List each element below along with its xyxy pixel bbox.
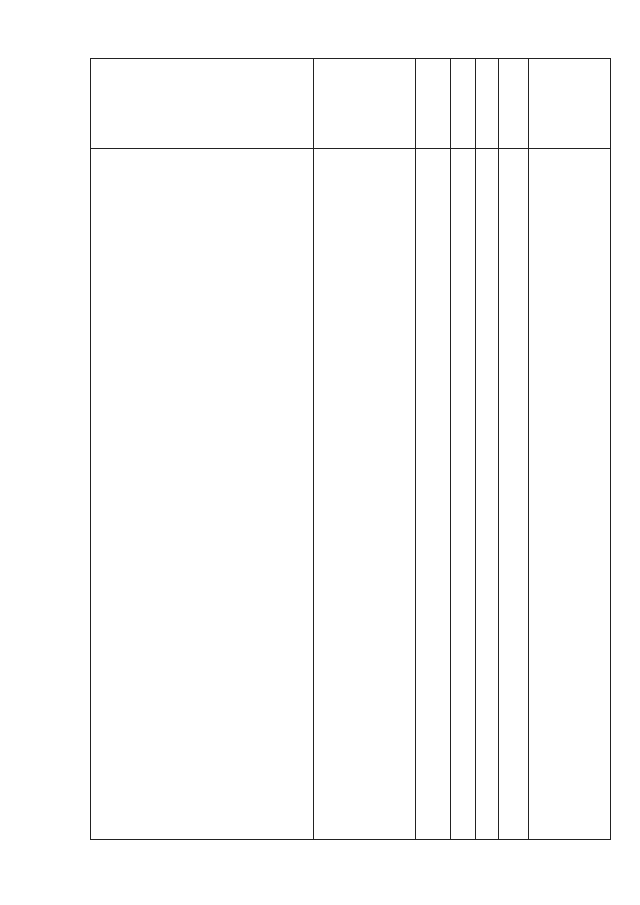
budget-table <box>90 58 611 840</box>
column-divider <box>528 59 529 839</box>
header-sum <box>528 59 612 148</box>
column-divider <box>475 59 476 839</box>
column-divider <box>313 59 314 839</box>
header-name <box>91 59 313 148</box>
column-divider <box>498 59 499 839</box>
column-divider <box>415 59 416 839</box>
header-target-article <box>313 59 415 148</box>
header-subsection <box>475 59 498 148</box>
header-divider <box>91 148 610 149</box>
column-divider <box>450 59 451 839</box>
header-expense-group <box>415 59 450 148</box>
header-section <box>450 59 475 148</box>
